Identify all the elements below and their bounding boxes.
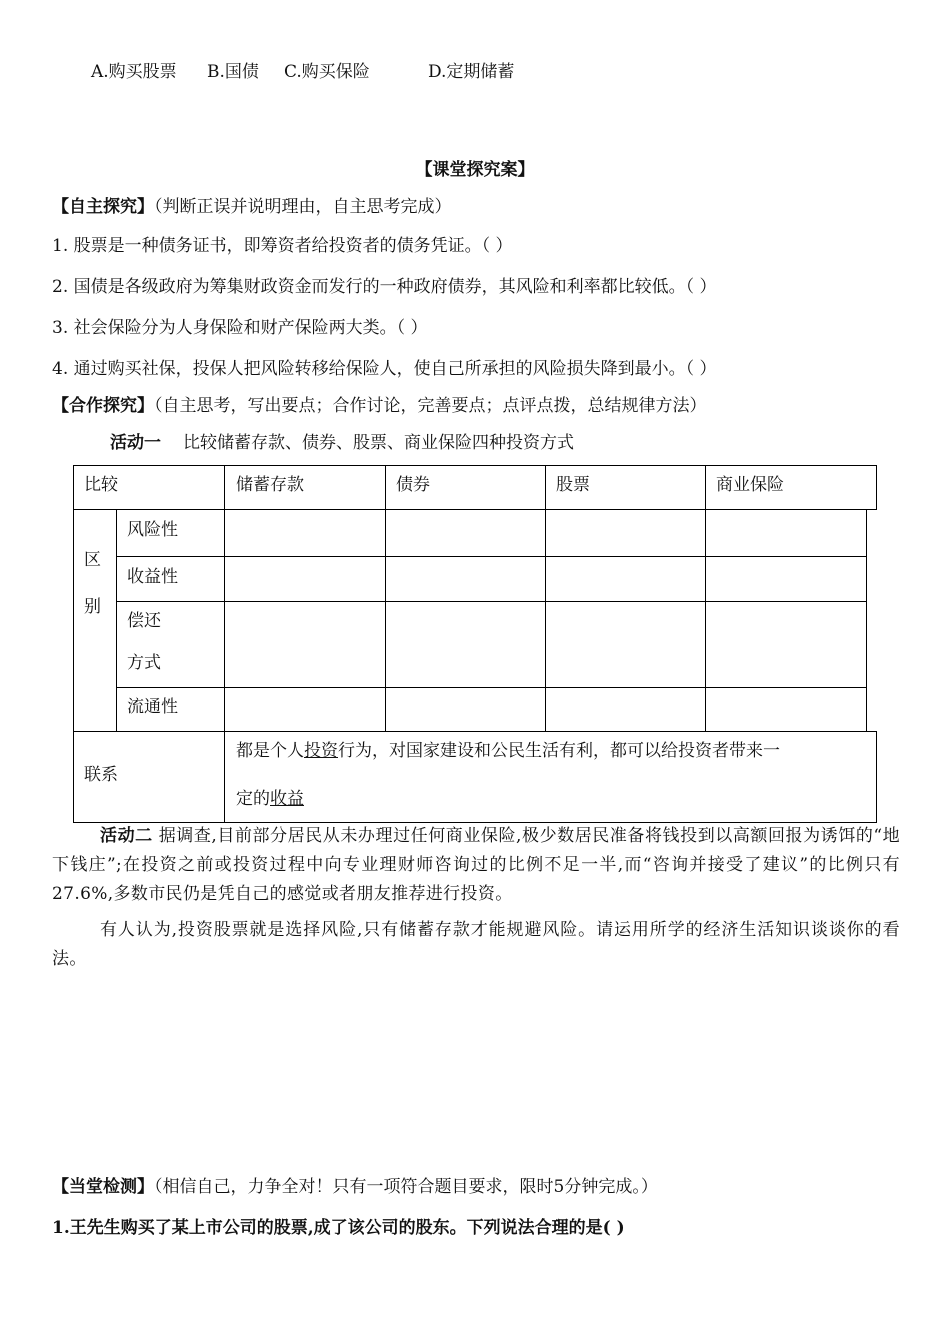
class-test-instruction: （相信自己，力争全对！只有一项符合题目要求，限时5分钟完成。）	[154, 1177, 658, 1197]
table-line	[73, 509, 74, 731]
link-text-part: 定的	[236, 789, 270, 809]
link-text-underlined: 收益	[270, 789, 304, 809]
self-study-label: 【自主探究】	[52, 197, 154, 217]
self-study-item-3: 3. 社会保险分为人身保险和财产保险两大类。（ ）	[52, 318, 428, 338]
activity1-heading	[110, 428, 574, 453]
link-text-part: 都是个人	[236, 741, 304, 761]
table-header-insurance: 商业保险	[716, 475, 784, 495]
activity1-label: 活动一	[110, 433, 161, 453]
table-line	[73, 509, 877, 510]
table-line	[73, 731, 877, 732]
table-group-label-2: 别	[84, 597, 101, 617]
table-line	[73, 465, 74, 509]
table-line	[385, 509, 386, 731]
table-row-liquidity: 流通性	[127, 697, 178, 717]
link-text-underlined: 投资	[304, 741, 338, 761]
table-row-return: 收益性	[127, 567, 178, 587]
table-line	[385, 465, 386, 509]
table-link-text-line2	[236, 784, 304, 809]
self-study-item-4: 4. 通过购买社保，投保人把风险转移给保险人，使自己所承担的风险损失降到最小。（ ）	[52, 359, 717, 379]
option-a: A.购买股票	[91, 62, 177, 82]
table-row-risk: 风险性	[127, 520, 178, 540]
table-header-compare: 比较	[84, 475, 118, 495]
self-study-heading	[52, 192, 452, 217]
table-line	[876, 465, 877, 509]
activity2-paragraph-1	[52, 822, 900, 909]
table-line	[116, 687, 866, 688]
table-link-label: 联系	[84, 765, 118, 785]
table-line	[116, 509, 117, 731]
table-header-savings: 储蓄存款	[236, 475, 304, 495]
option-d: D.定期储蓄	[428, 62, 515, 82]
option-b: B.国债	[207, 62, 259, 82]
activity2-p1: 据调查,目前部分居民从未办理过任何商业保险,极少数居民准备将钱投到以高额回报为诱饵的“地下钱庄”;在投资之前或投资过程中向专业理财师咨询过的比例不足一半,而“咨询并接受了建议”的比例只有27.6%,多数市民仍是凭自己的感觉或者朋友推荐进行投资。	[52, 826, 900, 904]
table-line	[224, 731, 225, 822]
table-line	[116, 601, 866, 602]
self-study-instruction: （判断正误并说明理由，自主思考完成）	[154, 197, 452, 217]
class-test-heading	[52, 1172, 658, 1197]
table-line	[866, 509, 867, 731]
activity2-paragraph-2: 有人认为,投资股票就是选择风险,只有储蓄存款才能规避风险。请运用所学的经济生活知识谈谈你的看法。	[52, 920, 900, 969]
link-text-part: 行为，对国家建设和公民生活有利，都可以给投资者带来一	[338, 741, 780, 761]
activity2-label: 活动二	[100, 826, 153, 846]
table-line	[545, 509, 546, 731]
table-line	[73, 465, 877, 466]
option-c: C.购买保险	[284, 62, 370, 82]
class-test-label: 【当堂检测】	[52, 1177, 154, 1197]
table-row-repay-1: 偿还	[127, 611, 161, 631]
coop-study-label: 【合作探究】	[52, 396, 154, 416]
table-line	[876, 731, 877, 822]
table-header-bonds: 债券	[396, 475, 430, 495]
table-line	[116, 556, 866, 557]
table-header-stocks: 股票	[556, 475, 590, 495]
table-line	[545, 465, 546, 509]
activity1-text: 比较储蓄存款、债券、股票、商业保险四种投资方式	[183, 433, 574, 453]
self-study-item-2: 2. 国债是各级政府为筹集财政资金而发行的一种政府债券，其风险和利率都比较低。（ ）	[52, 277, 717, 297]
table-group-label-1: 区	[84, 550, 101, 570]
section-title: 【课堂探究案】	[415, 160, 535, 180]
class-test-question-1: 1.王先生购买了某上市公司的股票,成了该公司的股东。下列说法合理的是( )	[52, 1218, 625, 1238]
table-line	[224, 509, 225, 731]
table-link-text-line1	[236, 736, 780, 761]
coop-study-heading	[52, 391, 707, 416]
self-study-item-1: 1. 股票是一种债务证书，即筹资者给投资者的债务凭证。（ ）	[52, 236, 513, 256]
table-line	[705, 509, 706, 731]
table-row-repay-2: 方式	[127, 653, 161, 673]
coop-study-instruction: （自主思考，写出要点；合作讨论，完善要点；点评点拨，总结规律方法）	[154, 396, 707, 416]
table-line	[224, 465, 225, 509]
table-line	[73, 731, 74, 822]
table-line	[705, 465, 706, 509]
